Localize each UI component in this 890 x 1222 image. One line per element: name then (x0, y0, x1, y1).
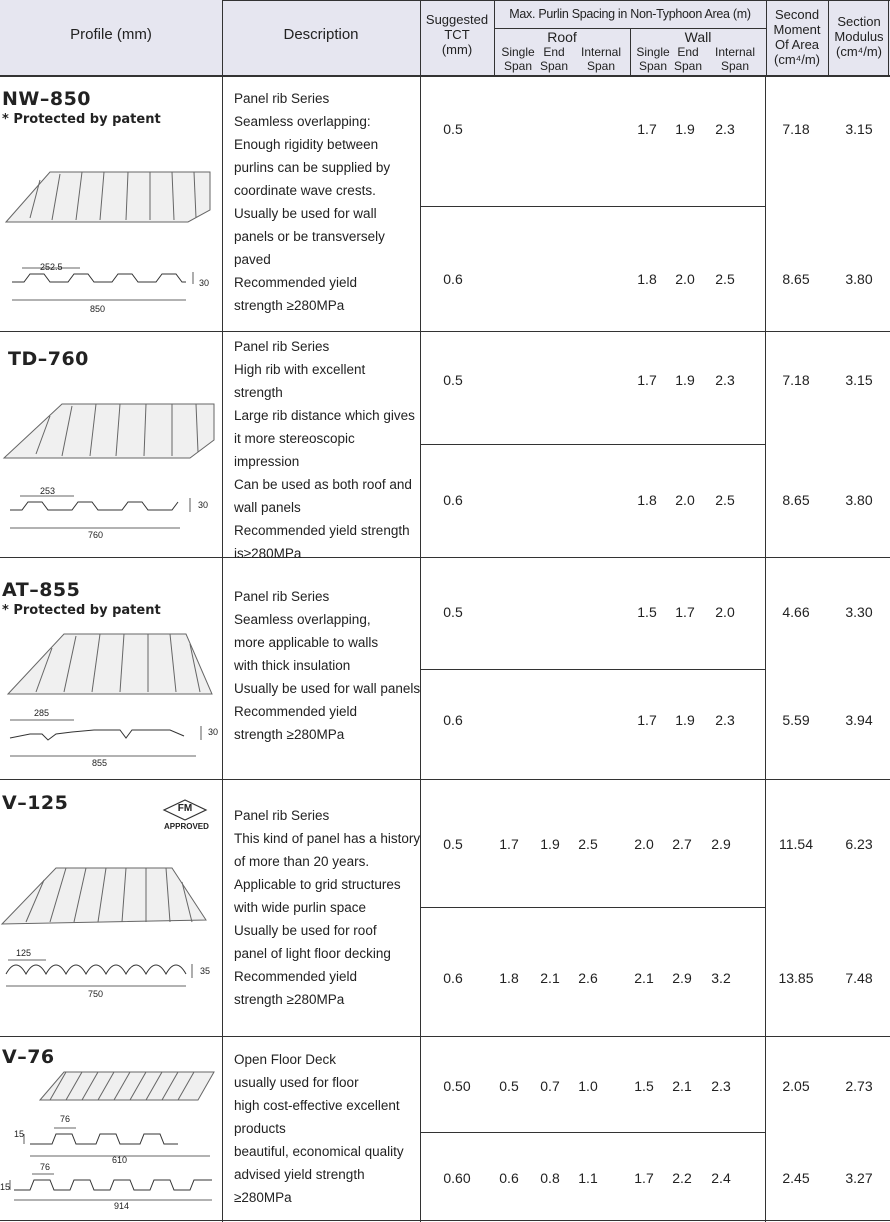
header-vline-1 (222, 0, 223, 76)
roof-end-header: End Span (539, 45, 569, 73)
description-header: Description (283, 26, 359, 43)
profile-description: Panel rib Series Seamless overlapping, more applicable to walls with thick insulation Usually be used for wall panels Recommended yield strength ≥280MPa (234, 589, 421, 742)
profile-name: V–76 (2, 1046, 55, 1068)
profile-description: Panel rib Series Seamless overlapping: Enough rigidity between purlins can be supplied by coordinate wave crests. Usually be used for wall panels or be transversely paved Recommended yield strength ≥280MPa (234, 91, 391, 313)
modulus-header: Section Modulus (cm⁴/m) (834, 14, 884, 59)
cell-moment: 7.18 (782, 372, 810, 388)
body-vline-moment (765, 76, 766, 1222)
header-vline-6 (888, 0, 889, 76)
cell-roof-end: 0.8 (540, 1170, 560, 1186)
cell-wall-end: 2.7 (672, 836, 692, 852)
cell-wall-end: 2.9 (672, 970, 692, 986)
profile-name: AT–855 (2, 579, 81, 601)
dim-pitch: 253 (40, 486, 56, 496)
patent-note: * Protected by patent (2, 603, 161, 618)
dim-pitch-2: 76 (40, 1162, 51, 1172)
cell-wall-internal: 3.2 (711, 970, 731, 986)
cell-roof-internal: 2.5 (578, 836, 598, 852)
cell-wall-single: 1.7 (634, 1170, 654, 1186)
dim-width: 855 (92, 758, 108, 768)
profile-name: NW–850 (2, 88, 92, 110)
cell-modulus: 2.73 (845, 1078, 873, 1094)
cell-wall-internal: 2.3 (711, 1078, 731, 1094)
cell-modulus: 3.80 (845, 271, 873, 287)
cell-tct: 0.6 (443, 271, 463, 287)
section-line-4 (0, 1036, 890, 1037)
cell-tct: 0.6 (443, 712, 463, 728)
dim-height: 30 (208, 727, 219, 737)
cell-modulus: 3.27 (845, 1170, 873, 1186)
cell-wall-single: 1.7 (637, 712, 657, 728)
at855-profile-drawing (0, 622, 222, 772)
cell-tct: 0.6 (443, 970, 463, 986)
cell-tct: 0.5 (443, 836, 463, 852)
profile-name: V–125 (2, 792, 69, 814)
moment-header: Second Moment Of Area (cm⁴/m) (773, 7, 821, 67)
cell-tct: 0.6 (443, 492, 463, 508)
cell-wall-single: 1.8 (637, 271, 657, 287)
cell-moment: 11.54 (779, 836, 813, 852)
profile-description: Panel rib Series This kind of panel has a history of more than 20 years. Applicable to grid structures with wide purlin space Usually be used for roof panel of light floor decking Recommended yield strength ≥280MPa (234, 808, 421, 1007)
cell-roof-end: 1.9 (540, 836, 560, 852)
dim-pitch: 285 (34, 708, 50, 718)
cell-wall-end: 1.9 (675, 121, 695, 137)
header-bottom-line (0, 75, 890, 77)
dim-width: 750 (88, 989, 104, 999)
cell-moment: 8.65 (782, 492, 810, 508)
header-vline-3 (494, 0, 495, 76)
cell-wall-end: 2.0 (675, 492, 695, 508)
roof-single-header: Single Span (501, 45, 535, 73)
dim-width: 760 (88, 530, 104, 540)
cell-wall-end: 2.2 (672, 1170, 692, 1186)
wall-single-header: Single Span (636, 45, 670, 73)
cell-roof-single: 1.8 (499, 970, 519, 986)
header-top-line (222, 0, 890, 1)
cell-moment: 2.05 (782, 1078, 810, 1094)
cell-wall-single: 1.7 (637, 372, 657, 388)
cell-wall-internal: 2.4 (711, 1170, 731, 1186)
dim-pitch: 252.5 (40, 262, 63, 272)
cell-wall-internal: 2.5 (715, 271, 735, 287)
cell-wall-end: 1.9 (675, 712, 695, 728)
cell-moment: 4.66 (782, 604, 810, 620)
cell-wall-single: 1.8 (637, 492, 657, 508)
dim-height: 30 (199, 278, 210, 288)
dim-height: 15 (14, 1129, 25, 1139)
cell-tct: 0.5 (443, 372, 463, 388)
header-vline-2 (420, 0, 421, 76)
cell-roof-internal: 1.1 (578, 1170, 598, 1186)
cell-moment: 2.45 (782, 1170, 810, 1186)
cell-wall-internal: 2.3 (715, 712, 735, 728)
cell-roof-single: 1.7 (499, 836, 519, 852)
cell-moment: 5.59 (782, 712, 810, 728)
cell-tct: 0.60 (443, 1170, 471, 1186)
cell-wall-internal: 2.0 (715, 604, 735, 620)
cell-roof-end: 0.7 (540, 1078, 560, 1094)
cell-moment: 13.85 (778, 970, 814, 986)
profile-header: Profile (mm) (70, 26, 152, 43)
cell-roof-single: 0.5 (499, 1078, 519, 1094)
dim-width: 610 (112, 1155, 128, 1165)
roof-wall-divider (630, 28, 631, 76)
cell-tct: 0.50 (443, 1078, 471, 1094)
profile-name: TD–760 (8, 348, 89, 370)
row-split-5 (420, 1132, 766, 1133)
section-line-2 (0, 557, 890, 558)
cell-modulus: 3.80 (845, 492, 873, 508)
cell-roof-end: 2.1 (540, 970, 560, 986)
dim-height: 35 (200, 966, 211, 976)
row-split-4 (420, 907, 766, 908)
profile-description: Open Floor Deck usually used for floor high cost-effective excellent products beautiful, economical quality advised yield strength ≥280MPa (234, 1052, 404, 1205)
table-bottom-line (0, 1220, 890, 1221)
patent-note: * Protected by patent (2, 112, 161, 127)
spacing-header: Max. Purlin Spacing in Non-Typhoon Area (m) (509, 7, 751, 21)
cell-modulus: 6.23 (845, 836, 873, 852)
cell-wall-internal: 2.5 (715, 492, 735, 508)
wall-internal-header: Internal Span (714, 45, 756, 73)
cell-roof-internal: 2.6 (578, 970, 598, 986)
dim-pitch: 76 (60, 1114, 71, 1124)
cell-modulus: 3.15 (845, 121, 873, 137)
profile-description: Panel rib Series High rib with excellent strength Large rib distance which gives it more stereoscopic impression Can be used as both roof and wall panels Recommended yield strength is≥280MPa (234, 339, 415, 561)
cell-moment: 8.65 (782, 271, 810, 287)
fm-badge-top: FM (177, 803, 193, 814)
cell-wall-single: 1.7 (637, 121, 657, 137)
section-line-3 (0, 779, 890, 780)
cell-wall-end: 1.7 (675, 604, 695, 620)
nw850-profile-drawing (0, 160, 222, 320)
cell-wall-single: 1.5 (634, 1078, 654, 1094)
cell-modulus: 3.30 (845, 604, 873, 620)
cell-wall-single: 2.0 (634, 836, 654, 852)
cell-wall-internal: 2.3 (715, 121, 735, 137)
tct-header: Suggested TCT (mm) (425, 12, 489, 57)
wall-end-header: End Span (673, 45, 703, 73)
cell-moment: 7.18 (782, 121, 810, 137)
cell-tct: 0.5 (443, 604, 463, 620)
dim-pitch: 125 (16, 948, 32, 958)
section-line-1 (0, 331, 890, 332)
wall-header: Wall (684, 29, 712, 45)
body-vline-desc (222, 76, 223, 1222)
cell-tct: 0.5 (443, 121, 463, 137)
cell-wall-single: 1.5 (637, 604, 657, 620)
cell-wall-end: 2.0 (675, 271, 695, 287)
cell-roof-internal: 1.0 (578, 1078, 598, 1094)
cell-modulus: 3.94 (845, 712, 873, 728)
cell-wall-end: 1.9 (675, 372, 695, 388)
fm-badge-bottom: APPROVED (164, 822, 209, 831)
dim-width-2: 914 (114, 1201, 130, 1211)
cell-modulus: 3.15 (845, 372, 873, 388)
header-vline-5 (828, 0, 829, 76)
row-split-3 (420, 669, 766, 670)
cell-roof-single: 0.6 (499, 1170, 519, 1186)
dim-height: 30 (198, 500, 209, 510)
v125-profile-drawing (0, 856, 222, 1006)
cell-wall-internal: 2.3 (715, 372, 735, 388)
dim-width: 850 (90, 304, 106, 314)
header-vline-4 (766, 0, 767, 76)
roof-internal-header: Internal Span (580, 45, 622, 73)
roof-header: Roof (547, 29, 577, 45)
cell-wall-end: 2.1 (672, 1078, 692, 1094)
row-split-1 (420, 206, 766, 207)
cell-modulus: 7.48 (845, 970, 873, 986)
row-split-2 (420, 444, 766, 445)
cell-wall-single: 2.1 (634, 970, 654, 986)
td760-profile-drawing (0, 392, 222, 542)
v76-profile-drawing (0, 1060, 222, 1220)
cell-wall-internal: 2.9 (711, 836, 731, 852)
dim-height-2: 15 (0, 1182, 11, 1192)
